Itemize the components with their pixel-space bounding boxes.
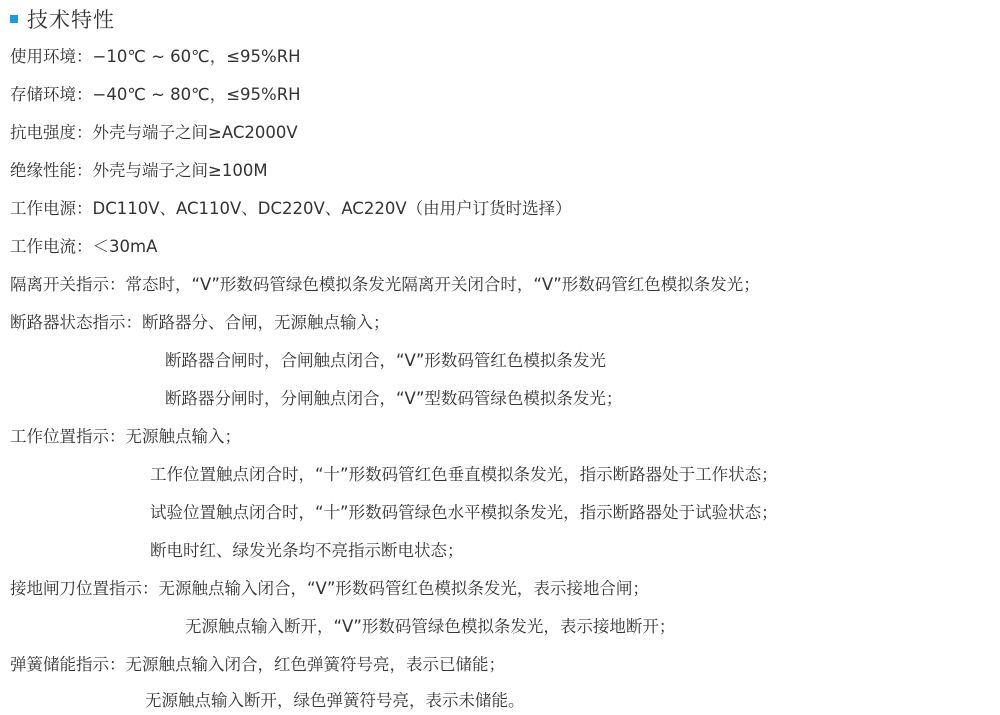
spec-earthing-open: 无源触点输入断开，“V”形数码管绿色模拟条发光，表示接地断开； — [185, 617, 676, 636]
spec-insulation: 绝缘性能：外壳与端子之间≥100M — [10, 161, 268, 180]
spec-breaker-closed: 断路器合闸时，合闸触点闭合，“V”形数码管红色模拟条发光 — [165, 351, 606, 370]
spec-earthing-switch: 接地闸刀位置指示：无源触点输入闭合，“V”形数码管红色模拟条发光，表示接地合闸； — [10, 579, 649, 598]
spec-power-off: 断电时红、绿发光条均不亮指示断电状态； — [150, 541, 464, 560]
spec-spring-charge: 弹簧储能指示：无源触点输入闭合，红色弹簧符号亮，表示已储能； — [10, 655, 505, 674]
spec-isolator-indication: 隔离开关指示：常态时，“V”形数码管绿色模拟条发光隔离开关闭合时，“V”形数码管红色模拟条发光； — [10, 275, 760, 294]
spec-breaker-status: 断路器状态指示：断路器分、合闸，无源触点输入； — [10, 313, 390, 332]
spec-breaker-open: 断路器分闸时，分闸触点闭合，“V”型数码管绿色模拟条发光； — [165, 389, 623, 408]
spec-storage-environment: 存储环境：−40℃ ~ 80℃，≤95%RH — [10, 85, 301, 104]
spec-working-position: 工作位置触点闭合时，“十”形数码管红色垂直模拟条发光，指示断路器处于工作状态； — [150, 465, 778, 484]
spec-position-indication: 工作位置指示：无源触点输入； — [10, 427, 241, 446]
spec-working-current: 工作电流：＜30mA — [10, 237, 158, 256]
spec-spring-uncharged: 无源触点输入断开，绿色弹簧符号亮，表示未储能。 — [145, 691, 525, 710]
section-heading — [10, 4, 115, 34]
section-title: 技术特性 — [27, 8, 115, 32]
spec-test-position: 试验位置触点闭合时，“十”形数码管绿色水平模拟条发光，指示断路器处于试验状态； — [150, 503, 778, 522]
heading-bullet-icon — [10, 15, 18, 23]
spec-operating-environment: 使用环境：−10℃ ~ 60℃，≤95%RH — [10, 47, 301, 66]
spec-power-supply: 工作电源：DC110V、AC110V、DC220V、AC220V（由用户订货时选择） — [10, 199, 572, 218]
spec-dielectric-strength: 抗电强度：外壳与端子之间≥AC2000V — [10, 123, 298, 142]
